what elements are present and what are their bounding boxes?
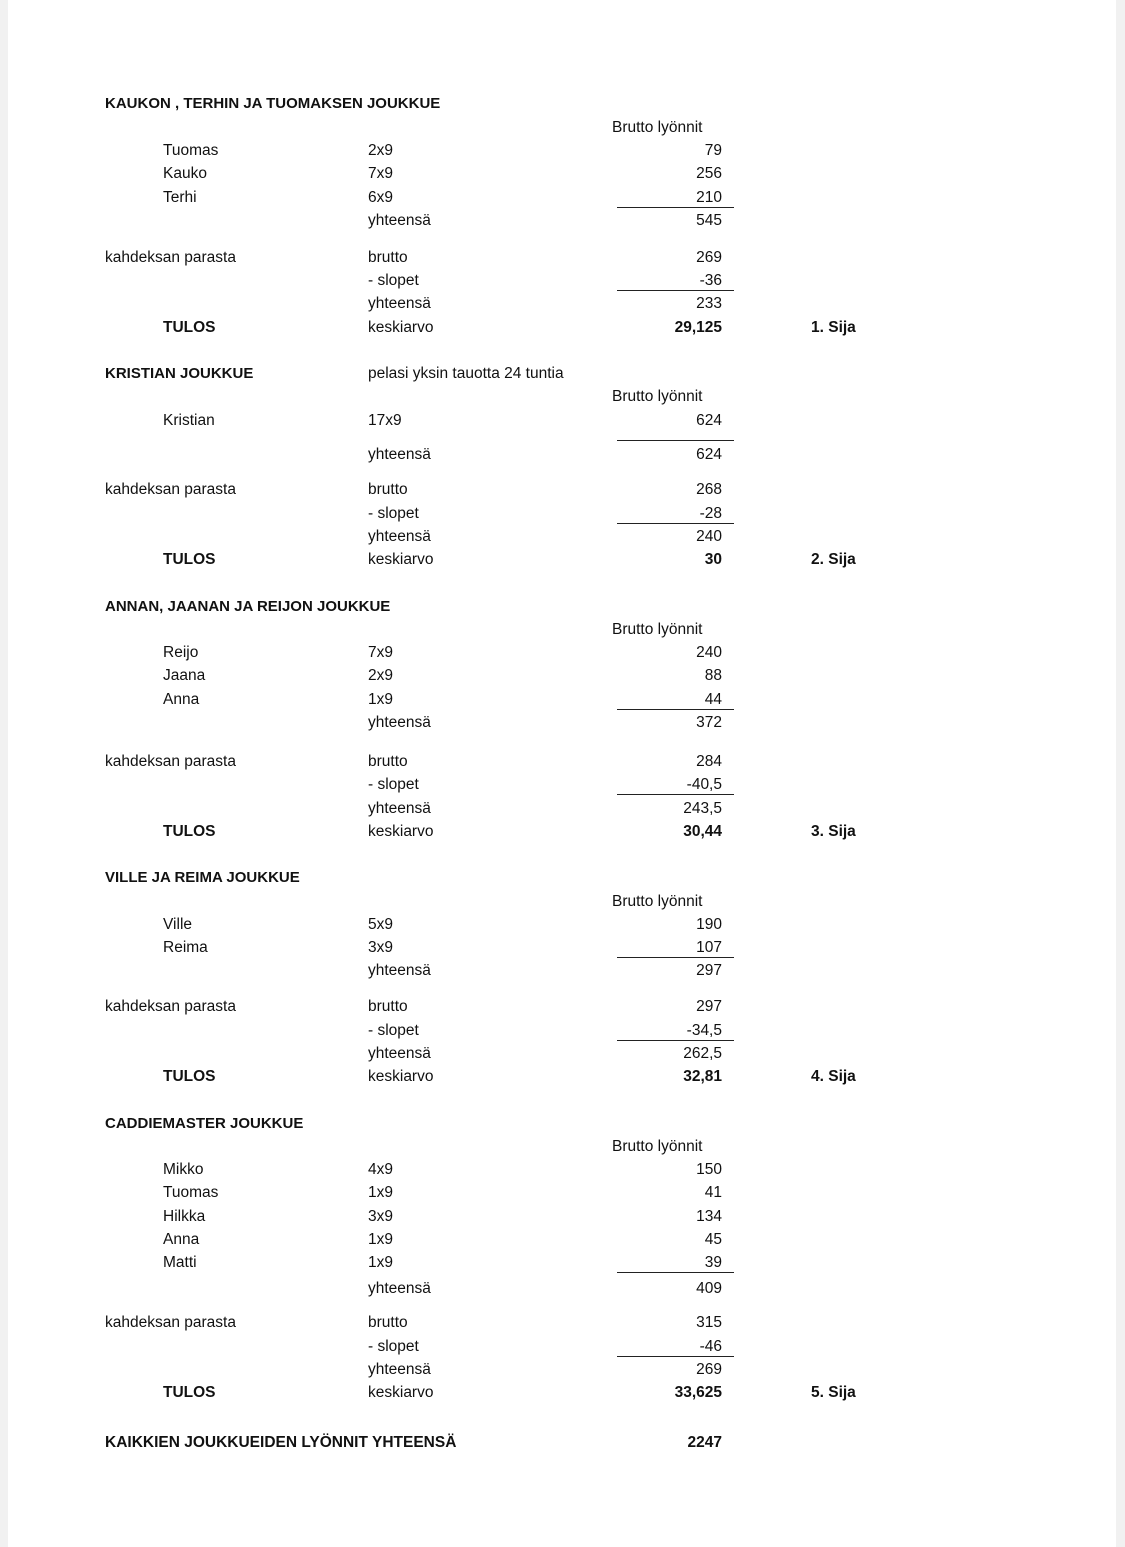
player-strokes: 190 [696,916,722,933]
player-rounds: 1x9 [368,1184,393,1201]
player-strokes: 240 [696,644,722,661]
document-page [8,0,1116,1547]
player-strokes: 39 [704,1254,722,1271]
total-value: 409 [696,1280,722,1297]
sum-line [617,957,734,958]
player-name: Terhi [163,189,197,206]
result-label: TULOS [163,1384,216,1401]
slope-label: - slopet [368,1022,419,1039]
slope-value: -34,5 [686,1022,722,1039]
total-label: yhteensä [368,1280,431,1297]
total-value: 624 [696,446,722,463]
player-strokes: 134 [696,1208,722,1225]
net-label: yhteensä [368,800,431,817]
total-label: yhteensä [368,446,431,463]
player-name: Jaana [163,667,206,684]
column-header: Brutto lyönnit [612,1138,703,1155]
team-title: KRISTIAN JOUKKUE [105,365,254,382]
rank: 5. Sija [811,1384,856,1401]
gross-value: 315 [696,1314,722,1331]
player-rounds: 3x9 [368,1208,393,1225]
net-label: yhteensä [368,1361,431,1378]
slope-label: - slopet [368,505,419,522]
result-label: TULOS [163,319,216,336]
player-strokes: 150 [696,1161,722,1178]
net-label: yhteensä [368,295,431,312]
player-name: Matti [163,1254,197,1271]
rank: 3. Sija [811,823,856,840]
grand-total-label: KAIKKIEN JOUKKUEIDEN LYÖNNIT YHTEENSÄ [105,1434,457,1451]
best-label: kahdeksan parasta [105,481,236,498]
player-name: Anna [163,1231,200,1248]
sum-line [617,440,734,441]
average-label: keskiarvo [368,823,434,840]
player-strokes: 79 [704,142,722,159]
gross-value: 284 [696,753,722,770]
player-rounds: 6x9 [368,189,393,206]
result-label: TULOS [163,823,216,840]
column-header: Brutto lyönnit [612,893,703,910]
best-label: kahdeksan parasta [105,753,236,770]
team-title: ANNAN, JAANAN JA REIJON JOUKKUE [105,598,391,615]
slope-label: - slopet [368,776,419,793]
rank: 2. Sija [811,551,856,568]
sum-line [617,709,734,710]
team-note: pelasi yksin tauotta 24 tuntia [368,365,564,382]
sum-line [617,207,734,208]
rank: 4. Sija [811,1068,856,1085]
player-strokes: 41 [704,1184,722,1201]
best-label: kahdeksan parasta [105,998,236,1015]
player-strokes: 624 [696,412,722,429]
slope-value: -46 [699,1338,722,1355]
result-label: TULOS [163,551,216,568]
average-label: keskiarvo [368,1068,434,1085]
best-label: kahdeksan parasta [105,249,236,266]
gross-label: brutto [368,249,408,266]
player-name: Reima [163,939,208,956]
player-rounds: 2x9 [368,667,393,684]
player-name: Kristian [163,412,215,429]
slope-value: -40,5 [686,776,722,793]
rank: 1. Sija [811,319,856,336]
result-label: TULOS [163,1068,216,1085]
sum-line [617,1040,734,1041]
net-value: 269 [696,1361,722,1378]
player-rounds: 1x9 [368,691,393,708]
average-label: keskiarvo [368,1384,434,1401]
team-title: CADDIEMASTER JOUKKUE [105,1115,304,1132]
total-value: 545 [696,212,722,229]
average-value: 30,44 [683,823,722,840]
player-name: Tuomas [163,142,219,159]
player-name: Kauko [163,165,207,182]
net-value: 262,5 [683,1045,722,1062]
total-label: yhteensä [368,212,431,229]
average-value: 33,625 [674,1384,722,1401]
player-strokes: 44 [704,691,722,708]
player-name: Hilkka [163,1208,206,1225]
sum-line [617,523,734,524]
net-value: 240 [696,528,722,545]
average-value: 32,81 [683,1068,722,1085]
sum-line [617,1272,734,1273]
net-value: 243,5 [683,800,722,817]
player-strokes: 107 [696,939,722,956]
gross-value: 269 [696,249,722,266]
player-name: Anna [163,691,200,708]
slope-value: -36 [699,272,722,289]
net-label: yhteensä [368,528,431,545]
player-rounds: 2x9 [368,142,393,159]
gross-label: brutto [368,753,408,770]
gross-value: 268 [696,481,722,498]
total-label: yhteensä [368,714,431,731]
player-rounds: 4x9 [368,1161,393,1178]
average-value: 30 [704,551,722,568]
team-title: KAUKON , TERHIN JA TUOMAKSEN JOUKKUE [105,95,441,112]
column-header: Brutto lyönnit [612,621,703,638]
player-rounds: 7x9 [368,644,393,661]
total-value: 372 [696,714,722,731]
player-rounds: 3x9 [368,939,393,956]
net-label: yhteensä [368,1045,431,1062]
player-strokes: 210 [696,189,722,206]
gross-value: 297 [696,998,722,1015]
total-value: 297 [696,962,722,979]
average-label: keskiarvo [368,551,434,568]
sum-line [617,1356,734,1357]
gross-label: brutto [368,481,408,498]
gross-label: brutto [368,998,408,1015]
player-strokes: 88 [704,667,722,684]
sum-line [617,794,734,795]
slope-label: - slopet [368,272,419,289]
player-rounds: 17x9 [368,412,402,429]
sum-line [617,290,734,291]
player-name: Ville [163,916,193,933]
net-value: 233 [696,295,722,312]
player-name: Mikko [163,1161,204,1178]
player-rounds: 1x9 [368,1254,393,1271]
slope-label: - slopet [368,1338,419,1355]
player-name: Reijo [163,644,199,661]
player-strokes: 45 [704,1231,722,1248]
average-label: keskiarvo [368,319,434,336]
total-label: yhteensä [368,962,431,979]
column-header: Brutto lyönnit [612,119,703,136]
average-value: 29,125 [674,319,722,336]
player-rounds: 7x9 [368,165,393,182]
gross-label: brutto [368,1314,408,1331]
grand-total-value: 2247 [687,1434,722,1451]
slope-value: -28 [699,505,722,522]
column-header: Brutto lyönnit [612,388,703,405]
best-label: kahdeksan parasta [105,1314,236,1331]
player-strokes: 256 [696,165,722,182]
team-title: VILLE JA REIMA JOUKKUE [105,869,300,886]
player-name: Tuomas [163,1184,219,1201]
player-rounds: 1x9 [368,1231,393,1248]
player-rounds: 5x9 [368,916,393,933]
